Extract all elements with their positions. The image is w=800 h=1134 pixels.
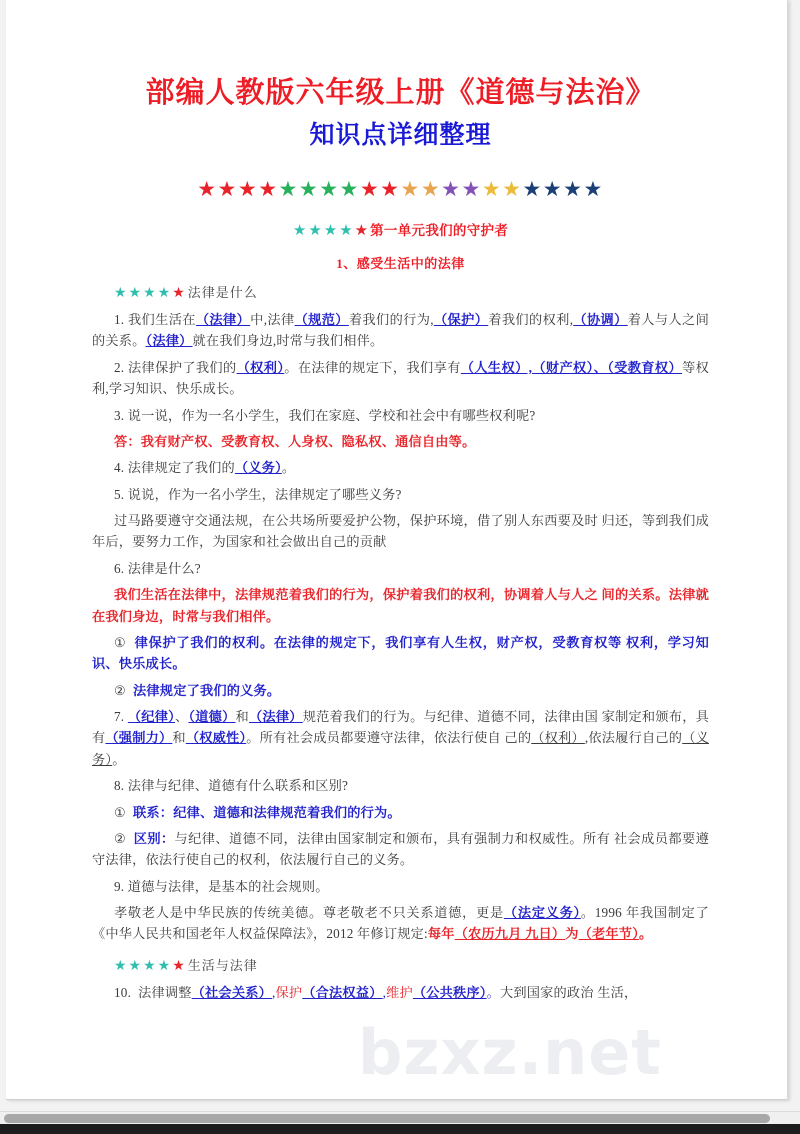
- section-heading-1-label: 法律是什么: [187, 285, 258, 300]
- item-9-blank-1: （法定义务）: [503, 905, 581, 920]
- unit-heading-label: 第一单元我们的守护者: [370, 222, 509, 238]
- unit-heading: [92, 200, 709, 243]
- item-9-statement: [92, 871, 709, 897]
- item-10-text-1: 法律调整: [138, 984, 192, 1000]
- item-10-text-3: ,: [382, 984, 387, 1000]
- item-7-blank-5: （权威性）: [185, 730, 247, 746]
- item-5-number: 5.: [114, 486, 125, 502]
- star-icon: ★: [522, 176, 543, 201]
- item-4-text-1: 法律规定了我们的: [127, 460, 235, 476]
- item-6-bullet-2-marker: ②: [114, 682, 127, 698]
- item-4-text-2: 。: [281, 460, 296, 476]
- item-9-text-3: 为: [565, 926, 579, 942]
- item-4-number: 4.: [114, 460, 125, 476]
- item-10-blank-2: （合法权益）: [302, 984, 383, 1000]
- item-1-text-4: 着我们的权利,: [488, 312, 574, 327]
- item-1-text-2: 中,法律: [250, 312, 295, 327]
- item-8-question-text: 法律与纪律、道德有什么联系和区别?: [127, 778, 349, 794]
- item-10-paragraph: [92, 977, 709, 1003]
- item-9-text-2: 。1996 年我国制定了《中华人民共和国老年人权益保障法》，2012 年修订规定:: [92, 905, 709, 942]
- section-heading-2: [92, 945, 709, 977]
- item-7-blank-6: （权利）: [531, 730, 585, 746]
- star-icon: ★: [461, 176, 482, 201]
- red-star-icon: ★: [172, 286, 187, 301]
- item-6-bullet-1-marker: ①: [114, 634, 127, 650]
- item-9-blank-2: （农历九月 九日）: [454, 926, 566, 942]
- star-icon: ★: [441, 176, 462, 201]
- teal-star-group-icon: ★★★★: [114, 958, 173, 974]
- item-2-paragraph: [92, 352, 709, 400]
- section-heading-2-label: 生活与法律: [187, 957, 258, 973]
- item-5-question-text: 说说，作为一名小学生，法律规定了哪些义务?: [127, 486, 402, 502]
- item-2-blank-1: （权利）: [236, 359, 285, 375]
- star-icon: ★: [197, 176, 218, 201]
- item-10-blank-3: （公共秩序）: [412, 984, 487, 1000]
- item-7-text-4: 和: [172, 730, 186, 746]
- red-star-icon: ★: [172, 958, 187, 974]
- item-8-bullet-1-marker: ①: [114, 804, 127, 820]
- red-star-icon: ★: [354, 222, 371, 239]
- item-7-paragraph: [92, 701, 709, 770]
- item-10-text-5: 大到国家的政治 生活，: [500, 984, 638, 1000]
- item-6-answer: [92, 579, 709, 627]
- item-9-number: 9.: [114, 878, 125, 894]
- item-9-statement-text: 道德与法律，是基本的社会规则。: [127, 878, 329, 894]
- item-7-text-2: 和: [235, 709, 249, 724]
- star-icon: ★: [319, 176, 340, 201]
- item-10-text-2: ,: [271, 984, 276, 1000]
- item-9-text-4: 。: [638, 926, 653, 942]
- item-1-number: 1.: [114, 312, 125, 327]
- document-page: [6, 0, 788, 1100]
- item-6-bullet-2-text: 法律规定了我们的义务。: [133, 682, 281, 698]
- item-9-text-1: 孝敬老人是中华民族的传统美德。尊老敬老不只关系道德，更是: [114, 905, 504, 920]
- item-3-number: 3.: [114, 407, 125, 423]
- horizontal-scrollbar[interactable]: [0, 1111, 800, 1124]
- item-9-blank-3: （老年节）: [578, 926, 639, 942]
- star-icon: ★: [420, 176, 442, 201]
- item-7-text-6: ,依法履行自己的: [584, 730, 683, 746]
- star-icon: ★: [380, 176, 401, 201]
- star-icon: ★: [400, 176, 421, 201]
- item-5-question: [92, 479, 709, 505]
- item-1-blank-5: （法律）: [145, 333, 193, 349]
- star-icon: ★: [278, 176, 299, 201]
- item-7-text-5: 。所有社会成员都要遵守法律，依法行使自 己的: [246, 730, 532, 746]
- item-6-bullet-1: [92, 627, 709, 675]
- star-icon: ★: [217, 176, 238, 201]
- document-title-main: 部编人教版六年级上册《道德与法治》: [145, 77, 656, 109]
- star-icon: ★: [542, 176, 564, 201]
- item-1-paragraph: [92, 304, 709, 352]
- item-4-blank-1: （义务）: [234, 460, 282, 476]
- star-icon: ★: [481, 176, 503, 201]
- section-heading-1: [92, 272, 709, 304]
- item-6-question-text: 法律是什么?: [127, 560, 201, 576]
- item-6-bullet-1-text: 律保护了我们的权利。在法律的规定下，我们享有人生权，财产权，受教育权等 权利，学习知识、快乐成长。: [92, 634, 709, 672]
- item-5-answer-text: 过马路要遵守交通法规，在公共场所要爱护公物，保护环境，借了别人东西要及时 归还，等到我们成年后，要努力工作，为国家和社会做出自己的贡献: [92, 513, 709, 550]
- item-8-question: [92, 770, 709, 796]
- decorative-star-row: [92, 152, 709, 200]
- item-10-red-1: 保护: [275, 984, 303, 1000]
- item-3-question-text: 说一说，作为一名小学生，我们在家庭、学校和社会中有哪些权利呢?: [127, 407, 536, 423]
- item-8-bullet-2-text: 与纪律、道德不同，法律由国家制定和颁布，具有强制力和权威性。所有 社会成员都要遵守法律，依法行使自己的权利，依法履行自己的义务。: [92, 830, 709, 868]
- star-icon: ★: [237, 176, 259, 201]
- star-icon: ★: [563, 176, 584, 201]
- scrollbar-thumb[interactable]: [4, 1114, 770, 1123]
- item-8-bullet-2-label: 区别：: [133, 830, 175, 846]
- item-7-blank-3: （法律）: [248, 709, 303, 724]
- item-8-bullet-2: [92, 823, 709, 871]
- lesson-heading: 1、感受生活中的法律: [336, 256, 465, 271]
- item-2-text-3: 等权利,学习知识、快乐成长。: [92, 359, 710, 397]
- item-7-blank-1: （纪律）: [127, 709, 175, 724]
- star-icon: ★: [502, 176, 523, 201]
- item-5-answer: [92, 505, 709, 553]
- item-2-text-2: 。在法律的规定下，我们享有: [284, 359, 461, 375]
- window-bottom-bar: [0, 1124, 800, 1134]
- item-7-text-3: 规范着我们的行为。与纪律、道德不同，法律由国 家制定和颁布，具有: [92, 709, 710, 746]
- item-8-bullet-2-marker: ②: [114, 830, 127, 846]
- star-icon: ★: [298, 176, 320, 201]
- item-8-number: 8.: [114, 778, 125, 794]
- star-icon: ★: [583, 176, 604, 201]
- item-1-blank-3: （保护）: [433, 312, 489, 327]
- item-1-text-6: 就在我们身边,时常与我们相伴。: [192, 333, 384, 349]
- item-6-bullet-2: [92, 675, 709, 701]
- item-1-blank-1: （法律）: [195, 312, 251, 327]
- item-7-text-7: 。: [112, 751, 126, 767]
- item-10-red-2: 维护: [386, 984, 413, 1000]
- item-3-question: [92, 400, 709, 426]
- item-8-bullet-1-text: 联系：纪律、道德和法律规范着我们的行为。: [133, 804, 401, 820]
- item-4-paragraph: [92, 452, 709, 478]
- item-10-number: 10.: [114, 984, 132, 1000]
- star-icon: ★: [359, 176, 381, 201]
- item-1-text-1: 我们生活在: [127, 312, 196, 327]
- item-2-blank-2: （人生权）,（财产权）、（受教育权）: [460, 359, 683, 375]
- item-3-answer: [92, 426, 709, 452]
- star-icon: ★: [258, 176, 279, 201]
- item-8-bullet-1: [92, 797, 709, 823]
- star-icon: ★: [339, 176, 360, 201]
- item-1-blank-4: （协调）: [573, 312, 628, 327]
- item-7-blank-2: （道德）: [188, 709, 236, 724]
- item-1-blank-2: （规范）: [294, 312, 349, 327]
- item-10-blank-1: （社会关系）: [191, 984, 272, 1000]
- watermark-text: bzxz.net: [358, 1016, 662, 1089]
- item-9-detail: [92, 897, 709, 945]
- item-2-number: 2.: [114, 359, 125, 375]
- item-10-text-4: 。: [486, 984, 500, 1000]
- item-6-answer-text: 我们生活在法律中，法律规范着我们的行为，保护着我们的权利，协调着人与人之 间的关系。法律就在我们身边，时常与我们相伴。: [92, 587, 709, 624]
- item-7-blank-7: （义务）: [92, 730, 709, 767]
- item-9-red-1: 每年: [427, 926, 455, 942]
- document-content: [6, 0, 787, 1003]
- item-7-text-1: 、: [174, 709, 189, 724]
- item-7-blank-4: （强制力）: [105, 730, 173, 746]
- document-title-sub: 知识点详细整理: [309, 122, 492, 150]
- item-1-text-5: 着人与人之间的关系。: [92, 312, 709, 349]
- teal-star-group-icon: ★★★★: [292, 222, 355, 239]
- item-6-number: 6.: [114, 560, 125, 576]
- item-7-number: 7.: [114, 709, 125, 724]
- item-2-text-1: 法律保护了我们的: [127, 359, 237, 375]
- teal-star-group-icon: ★★★★: [114, 286, 173, 301]
- item-3-answer-text: 答：我有财产权、受教育权、人身权、隐私权、通信自由等。: [114, 433, 476, 449]
- item-6-question: [92, 553, 709, 579]
- item-1-text-3: 着我们的行为,: [348, 312, 434, 327]
